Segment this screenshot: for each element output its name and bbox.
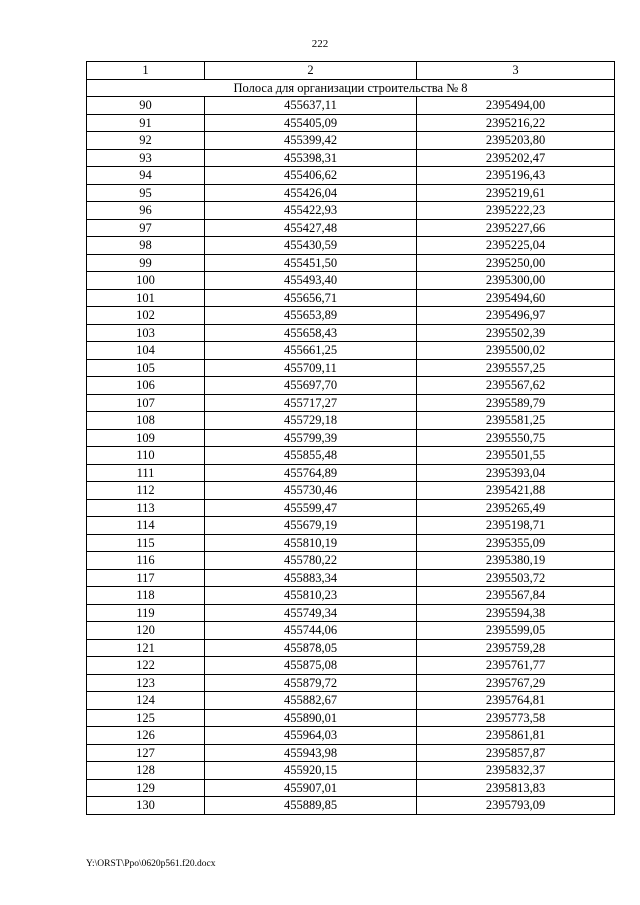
point-number-cell: 128	[87, 762, 205, 780]
x-coordinate-cell: 455679,19	[205, 517, 417, 535]
table-row	[87, 534, 615, 552]
y-coordinate-cell: 2395594,38	[417, 604, 615, 622]
y-coordinate-cell: 2395567,62	[417, 377, 615, 395]
y-coordinate-cell: 2395227,66	[417, 219, 615, 237]
point-number-cell: 108	[87, 412, 205, 430]
footer-file-path: Y:\ORST\Ppo\0620p561.f20.docx	[86, 859, 216, 869]
x-coordinate-cell: 455810,19	[205, 534, 417, 552]
table-row	[87, 254, 615, 272]
y-coordinate-cell: 2395581,25	[417, 412, 615, 430]
point-number-cell: 130	[87, 797, 205, 815]
y-coordinate-cell: 2395761,77	[417, 657, 615, 675]
y-coordinate-cell: 2395222,23	[417, 202, 615, 220]
point-number-cell: 120	[87, 622, 205, 640]
x-coordinate-cell: 455637,11	[205, 97, 417, 115]
y-coordinate-cell: 2395265,49	[417, 499, 615, 517]
x-coordinate-cell: 455744,06	[205, 622, 417, 640]
x-coordinate-cell: 455764,89	[205, 464, 417, 482]
x-coordinate-cell: 455599,47	[205, 499, 417, 517]
y-coordinate-cell: 2395501,55	[417, 447, 615, 465]
table-row	[87, 657, 615, 675]
table-row	[87, 324, 615, 342]
page-number: 222	[311, 38, 329, 50]
point-number-cell: 113	[87, 499, 205, 517]
table-row	[87, 447, 615, 465]
table-row	[87, 237, 615, 255]
table-row	[87, 552, 615, 570]
table-row	[87, 272, 615, 290]
x-coordinate-cell: 455426,04	[205, 184, 417, 202]
y-coordinate-cell: 2395380,19	[417, 552, 615, 570]
point-number-cell: 111	[87, 464, 205, 482]
table-row	[87, 377, 615, 395]
table-row	[87, 797, 615, 815]
header-cell-2: 2	[205, 62, 417, 80]
y-coordinate-cell: 2395496,97	[417, 307, 615, 325]
x-coordinate-cell: 455875,08	[205, 657, 417, 675]
x-coordinate-cell: 455653,89	[205, 307, 417, 325]
y-coordinate-cell: 2395813,83	[417, 779, 615, 797]
table-row	[87, 622, 615, 640]
table-row	[87, 149, 615, 167]
y-coordinate-cell: 2395500,02	[417, 342, 615, 360]
point-number-cell: 92	[87, 132, 205, 150]
table-body	[87, 62, 615, 815]
y-coordinate-cell: 2395494,00	[417, 97, 615, 115]
y-coordinate-cell: 2395567,84	[417, 587, 615, 605]
y-coordinate-cell: 2395589,79	[417, 394, 615, 412]
x-coordinate-cell: 455656,71	[205, 289, 417, 307]
y-coordinate-cell: 2395300,00	[417, 272, 615, 290]
table-row	[87, 307, 615, 325]
point-number-cell: 118	[87, 587, 205, 605]
point-number-cell: 125	[87, 709, 205, 727]
y-coordinate-cell: 2395857,87	[417, 744, 615, 762]
y-coordinate-cell: 2395599,05	[417, 622, 615, 640]
point-number-cell: 115	[87, 534, 205, 552]
x-coordinate-cell: 455658,43	[205, 324, 417, 342]
table-header-row	[87, 62, 615, 80]
point-number-cell: 127	[87, 744, 205, 762]
x-coordinate-cell: 455717,27	[205, 394, 417, 412]
point-number-cell: 119	[87, 604, 205, 622]
point-number-cell: 101	[87, 289, 205, 307]
y-coordinate-cell: 2395557,25	[417, 359, 615, 377]
point-number-cell: 97	[87, 219, 205, 237]
table-row	[87, 132, 615, 150]
table-row	[87, 762, 615, 780]
x-coordinate-cell: 455422,93	[205, 202, 417, 220]
point-number-cell: 105	[87, 359, 205, 377]
x-coordinate-cell: 455398,31	[205, 149, 417, 167]
point-number-cell: 107	[87, 394, 205, 412]
y-coordinate-cell: 2395759,28	[417, 639, 615, 657]
x-coordinate-cell: 455709,11	[205, 359, 417, 377]
point-number-cell: 109	[87, 429, 205, 447]
x-coordinate-cell: 455879,72	[205, 674, 417, 692]
x-coordinate-cell: 455855,48	[205, 447, 417, 465]
x-coordinate-cell: 455399,42	[205, 132, 417, 150]
table-row	[87, 709, 615, 727]
point-number-cell: 103	[87, 324, 205, 342]
y-coordinate-cell: 2395550,75	[417, 429, 615, 447]
x-coordinate-cell: 455427,48	[205, 219, 417, 237]
point-number-cell: 122	[87, 657, 205, 675]
point-number-cell: 117	[87, 569, 205, 587]
y-coordinate-cell: 2395494,60	[417, 289, 615, 307]
point-number-cell: 100	[87, 272, 205, 290]
y-coordinate-cell: 2395393,04	[417, 464, 615, 482]
point-number-cell: 99	[87, 254, 205, 272]
point-number-cell: 114	[87, 517, 205, 535]
y-coordinate-cell: 2395861,81	[417, 727, 615, 745]
x-coordinate-cell: 455920,15	[205, 762, 417, 780]
x-coordinate-cell: 455878,05	[205, 639, 417, 657]
point-number-cell: 123	[87, 674, 205, 692]
table-row	[87, 97, 615, 115]
y-coordinate-cell: 2395767,29	[417, 674, 615, 692]
x-coordinate-cell: 455883,34	[205, 569, 417, 587]
point-number-cell: 124	[87, 692, 205, 710]
point-number-cell: 129	[87, 779, 205, 797]
x-coordinate-cell: 455697,70	[205, 377, 417, 395]
table-row	[87, 342, 615, 360]
point-number-cell: 126	[87, 727, 205, 745]
x-coordinate-cell: 455430,59	[205, 237, 417, 255]
table-row	[87, 114, 615, 132]
point-number-cell: 98	[87, 237, 205, 255]
section-title-row	[87, 79, 615, 97]
x-coordinate-cell: 455907,01	[205, 779, 417, 797]
x-coordinate-cell: 455729,18	[205, 412, 417, 430]
point-number-cell: 102	[87, 307, 205, 325]
y-coordinate-cell: 2395202,47	[417, 149, 615, 167]
coordinates-table	[86, 61, 615, 815]
x-coordinate-cell: 455810,23	[205, 587, 417, 605]
x-coordinate-cell: 455405,09	[205, 114, 417, 132]
y-coordinate-cell: 2395225,04	[417, 237, 615, 255]
y-coordinate-cell: 2395793,09	[417, 797, 615, 815]
y-coordinate-cell: 2395421,88	[417, 482, 615, 500]
table-row	[87, 167, 615, 185]
table-row	[87, 779, 615, 797]
table-row	[87, 604, 615, 622]
point-number-cell: 90	[87, 97, 205, 115]
y-coordinate-cell: 2395502,39	[417, 324, 615, 342]
point-number-cell: 106	[87, 377, 205, 395]
x-coordinate-cell: 455780,22	[205, 552, 417, 570]
table-row	[87, 429, 615, 447]
table-row	[87, 674, 615, 692]
table-row	[87, 692, 615, 710]
y-coordinate-cell: 2395764,81	[417, 692, 615, 710]
y-coordinate-cell: 2395250,00	[417, 254, 615, 272]
x-coordinate-cell: 455943,98	[205, 744, 417, 762]
point-number-cell: 112	[87, 482, 205, 500]
x-coordinate-cell: 455661,25	[205, 342, 417, 360]
point-number-cell: 121	[87, 639, 205, 657]
header-cell-1: 1	[87, 62, 205, 80]
section-title: Полоса для организации строительства № 8	[87, 79, 615, 97]
table-row	[87, 639, 615, 657]
x-coordinate-cell: 455451,50	[205, 254, 417, 272]
x-coordinate-cell: 455890,01	[205, 709, 417, 727]
table-row	[87, 744, 615, 762]
y-coordinate-cell: 2395219,61	[417, 184, 615, 202]
table-row	[87, 184, 615, 202]
x-coordinate-cell: 455406,62	[205, 167, 417, 185]
table-row	[87, 727, 615, 745]
x-coordinate-cell: 455493,40	[205, 272, 417, 290]
x-coordinate-cell: 455889,85	[205, 797, 417, 815]
x-coordinate-cell: 455749,34	[205, 604, 417, 622]
header-cell-3: 3	[417, 62, 615, 80]
x-coordinate-cell: 455730,46	[205, 482, 417, 500]
table-row	[87, 517, 615, 535]
table-row	[87, 289, 615, 307]
table-row	[87, 464, 615, 482]
table-row	[87, 394, 615, 412]
y-coordinate-cell: 2395196,43	[417, 167, 615, 185]
x-coordinate-cell: 455964,03	[205, 727, 417, 745]
y-coordinate-cell: 2395203,80	[417, 132, 615, 150]
table-row	[87, 587, 615, 605]
y-coordinate-cell: 2395216,22	[417, 114, 615, 132]
y-coordinate-cell: 2395198,71	[417, 517, 615, 535]
point-number-cell: 95	[87, 184, 205, 202]
y-coordinate-cell: 2395773,58	[417, 709, 615, 727]
table-row	[87, 569, 615, 587]
y-coordinate-cell: 2395832,37	[417, 762, 615, 780]
point-number-cell: 96	[87, 202, 205, 220]
table-row	[87, 202, 615, 220]
table-row	[87, 219, 615, 237]
y-coordinate-cell: 2395355,09	[417, 534, 615, 552]
point-number-cell: 116	[87, 552, 205, 570]
point-number-cell: 110	[87, 447, 205, 465]
table-row	[87, 359, 615, 377]
point-number-cell: 94	[87, 167, 205, 185]
x-coordinate-cell: 455882,67	[205, 692, 417, 710]
table-row	[87, 499, 615, 517]
point-number-cell: 93	[87, 149, 205, 167]
point-number-cell: 91	[87, 114, 205, 132]
x-coordinate-cell: 455799,39	[205, 429, 417, 447]
point-number-cell: 104	[87, 342, 205, 360]
y-coordinate-cell: 2395503,72	[417, 569, 615, 587]
table-row	[87, 412, 615, 430]
table-row	[87, 482, 615, 500]
